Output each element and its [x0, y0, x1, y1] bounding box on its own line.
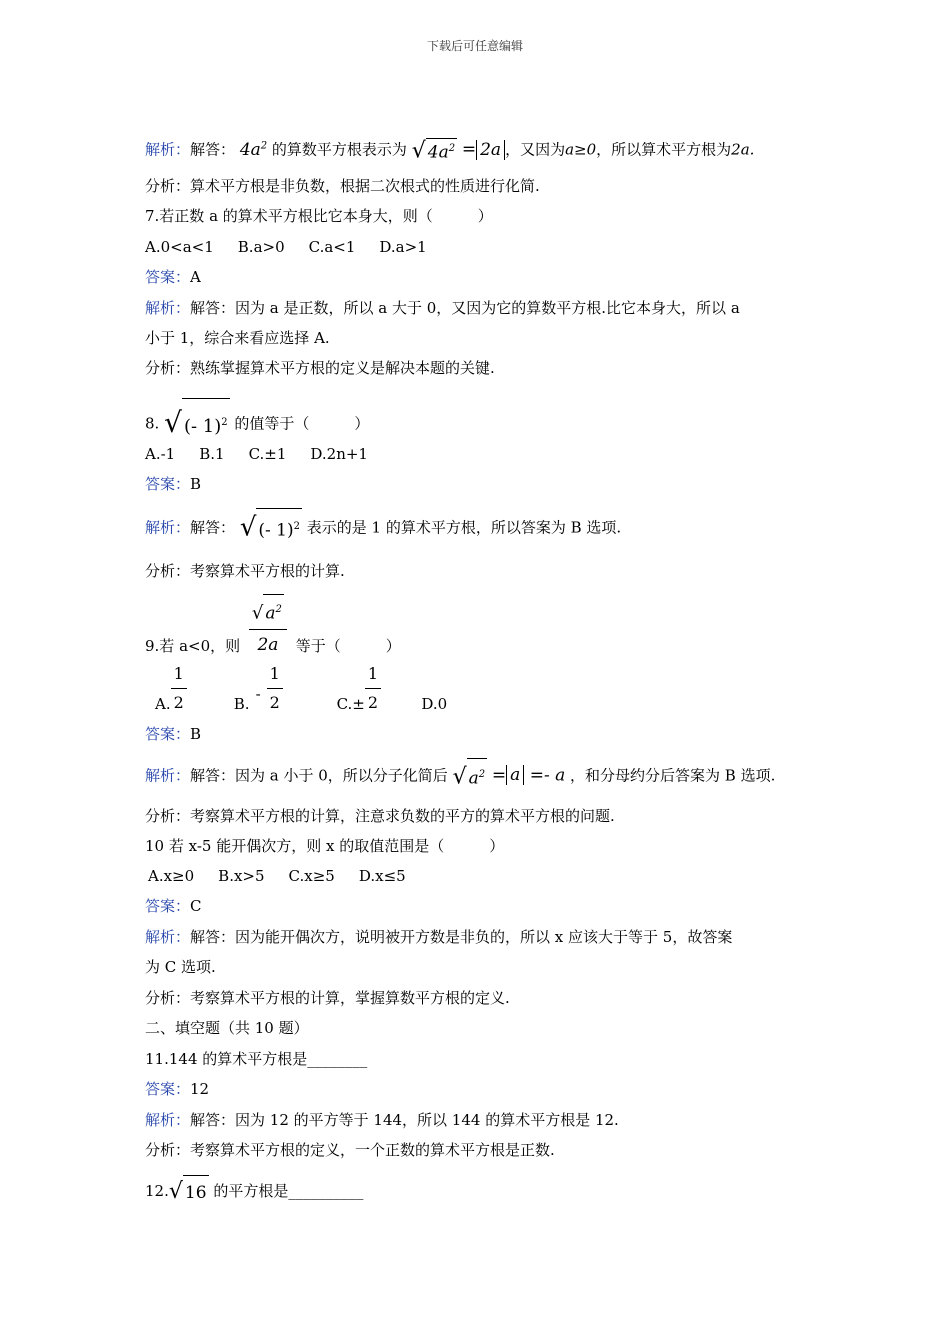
option-a: A.x≥0 — [148, 867, 195, 885]
option-label: C.± — [336, 694, 365, 713]
question-7: 7.若正数 a 的算术平方根比它本身大，则（ ） — [145, 207, 493, 225]
option-d: D.2n+1 — [310, 445, 368, 463]
text: 的算数平方根表示为 — [271, 140, 407, 159]
text: 解答：因为 a 是正数，所以 a 大于 0，又因为它的算数平方根.比它本身大，所以 a — [190, 299, 740, 317]
formula-abs-a: = a =- a — [491, 765, 566, 786]
explanation-line — [145, 136, 754, 163]
text: 解答：因为能开偶次方，说明被开方数是非负的，所以 x 应该大于等于 5，故答案 — [190, 928, 733, 946]
explanation-label: 解析： — [145, 518, 191, 537]
explanation-label: 解析： — [145, 928, 191, 946]
option-b: B.- $\frac{1}{2}$ — [234, 660, 332, 717]
analysis-9: 分析：考察算术平方根的计算，注意求负数的平方的算术平方根的问题. — [145, 807, 615, 825]
option-label: A. — [155, 694, 171, 713]
explanation-7-cont: 小于 1，综合来看应选择 A. — [145, 329, 330, 347]
answer-value: C — [190, 897, 202, 915]
question-text: 等于（ ） — [295, 636, 401, 655]
question-text: 的值等于（ ） — [234, 414, 370, 433]
option-b: B.x>5 — [218, 867, 265, 885]
answer-label: 答案： — [145, 725, 191, 743]
answer-value: A — [190, 268, 201, 286]
option-b: B.1 — [199, 445, 225, 463]
option-c: C.x≥5 — [288, 867, 335, 885]
answer-10 — [145, 896, 202, 916]
option-d: D.a>1 — [379, 238, 427, 256]
answer-value: 12 — [190, 1080, 210, 1098]
text: 解答：因为 12 的平方等于 144，所以 144 的算术平方根是 12. — [190, 1111, 619, 1129]
answer-value: B — [190, 725, 202, 743]
text: 2a. — [731, 140, 755, 159]
sqrt-16: √ 16 — [169, 1175, 209, 1210]
explanation-7 — [145, 298, 740, 318]
question-11: 11.144 的算术平方根是________ — [145, 1050, 368, 1068]
analysis-10: 分析：考察算术平方根的计算，掌握算数平方根的定义. — [145, 989, 510, 1007]
option-d — [421, 695, 447, 713]
text: 解答：因为 a 小于 0，所以分子化简后 — [190, 766, 448, 785]
option-label: D.0 — [421, 694, 448, 713]
text: 表示的是 1 的算术平方根，所以答案为 B 选项. — [306, 518, 622, 537]
option-a: A.-1 — [145, 445, 176, 463]
option-b: B.a>0 — [237, 238, 285, 256]
answer-7 — [145, 267, 201, 287]
fraction-sqrt-a2-over-2a: $\frac{√ a^2}{2a}$ — [249, 594, 287, 660]
answer-label: 答案： — [145, 268, 191, 286]
question-number: 12. — [145, 1182, 169, 1200]
section-heading: 二、填空题（共 10 题） — [145, 1019, 309, 1037]
sqrt-neg1-squared: √ (- 1)$^2$ — [164, 398, 230, 451]
question-12 — [145, 1174, 363, 1210]
option-label: B. — [233, 694, 250, 713]
question-10: 10 若 x-5 能开偶次方，则 x 的取值范围是（ ） — [145, 837, 505, 855]
page-header: 下载后可任意编辑 — [426, 39, 523, 53]
explanation-label: 解析： — [145, 140, 191, 159]
question-text: 的平方根是__________ — [213, 1182, 364, 1200]
options-10 — [148, 866, 430, 886]
explanation-label: 解析： — [145, 766, 191, 785]
sqrt-4a2: √ $4a^2$ — [411, 138, 456, 164]
question-number: 8. — [145, 414, 160, 433]
explanation-10-cont: 为 C 选项. — [145, 958, 216, 976]
options-9 — [155, 660, 447, 717]
explanation-11 — [145, 1110, 619, 1130]
answer-label: 答案： — [145, 475, 191, 493]
options-8 — [145, 444, 392, 464]
text: ，又因为 — [505, 140, 566, 159]
analysis-11: 分析：考察算术平方根的定义，一个正数的算术平方根是正数. — [145, 1141, 555, 1159]
analysis-7: 分析：熟练掌握算术平方根的定义是解决本题的关键. — [145, 359, 495, 377]
explanation-10 — [145, 927, 732, 947]
question-9 — [145, 594, 401, 660]
option-c: C.± $\frac{1}{2}$ — [337, 660, 417, 717]
text: a≥0 — [565, 140, 597, 159]
explanation-8 — [145, 508, 621, 549]
text: ，和分母约分后答案为 B 选项. — [570, 766, 776, 785]
text: ，所以算术平方根为 — [596, 140, 732, 159]
sqrt-neg1-squared: √ (- 1)$^2$ — [240, 508, 302, 549]
explanation-label: 解析： — [145, 1111, 191, 1129]
options-7 — [145, 237, 451, 257]
question-number: 9.若 a<0，则 — [145, 636, 241, 655]
option-c: C.a<1 — [308, 238, 356, 256]
formula-4a2: $4a^2$ — [239, 139, 268, 160]
answer-prefix: 解答： — [190, 140, 236, 159]
option-a: A.0<a<1 — [145, 238, 214, 256]
sqrt-a2: √ $a^2$ — [453, 758, 488, 795]
analysis-line: 分析：算术平方根是非负数，根据二次根式的性质进行化简. — [145, 177, 540, 195]
explanation-9 — [145, 758, 775, 795]
answer-label: 答案： — [145, 1080, 191, 1098]
answer-label: 答案： — [145, 897, 191, 915]
answer-8 — [145, 474, 201, 494]
option-d: D.x≤5 — [358, 867, 406, 885]
analysis-8: 分析：考察算术平方根的计算. — [145, 562, 345, 580]
explanation-label: 解析： — [145, 299, 191, 317]
text: 解答： — [190, 518, 236, 537]
option-c: C.±1 — [248, 445, 287, 463]
option-a: A. $\frac{1}{2}$ — [155, 660, 229, 717]
answer-value: B — [190, 475, 202, 493]
answer-9 — [145, 724, 201, 744]
answer-11 — [145, 1079, 209, 1099]
formula-abs-2a: = 2a — [462, 140, 505, 160]
